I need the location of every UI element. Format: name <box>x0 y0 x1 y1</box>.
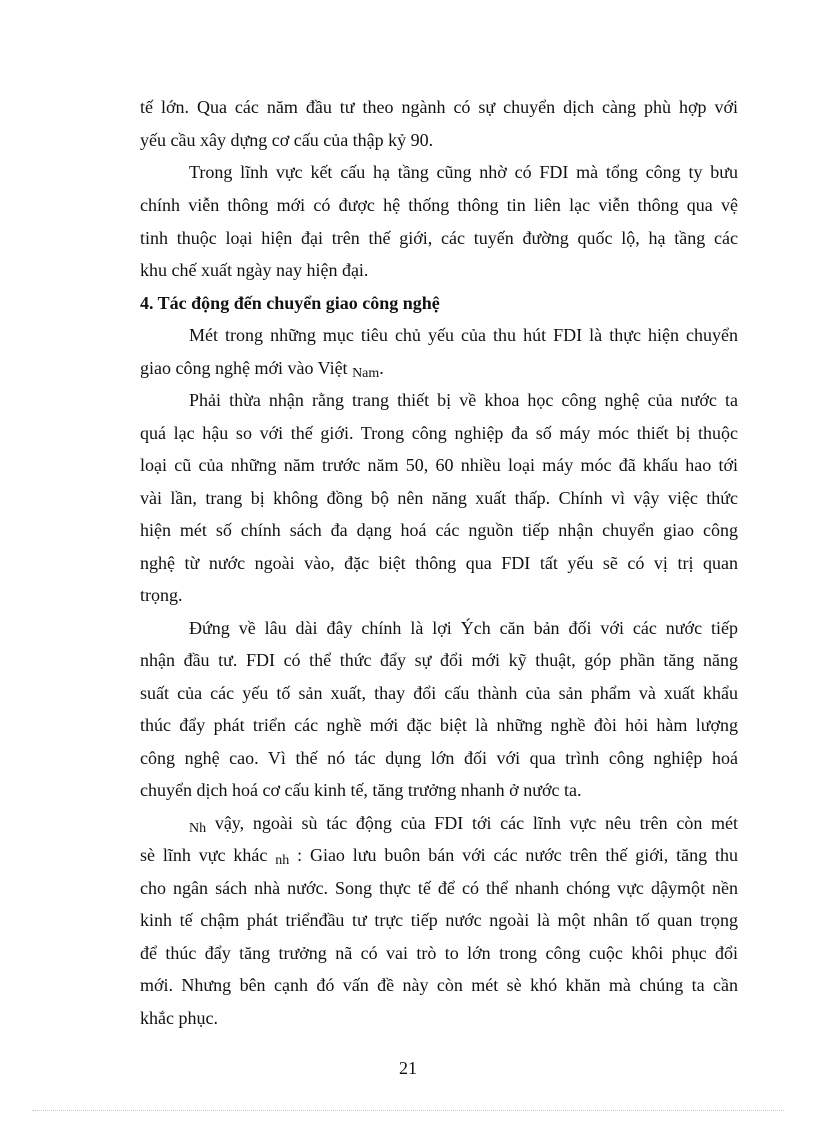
body-line: mới. Nhưng bên cạnh đó vấn đề này còn mét sè khó khăn mà chúng ta cần <box>140 975 738 995</box>
paragraph-start-line: Trong lĩnh vực kết cấu hạ tầng cũng nhờ có FDI mà tổng công ty bưu <box>189 162 738 182</box>
paragraph-start-line <box>189 812 738 837</box>
body-line: thúc đẩy phát triển các nghề mới đặc biệt là những nghề đòi hỏi hàm lượng <box>140 715 738 735</box>
line-text-subscript: nh <box>275 853 290 868</box>
line-text: : Giao lưu buôn bán với các nước trên thế giới, tăng thu <box>289 845 738 865</box>
line-text-subscript: Nam <box>352 366 380 381</box>
line-text: . <box>379 358 384 378</box>
page-number: 21 <box>399 1058 417 1078</box>
page-bottom-divider <box>32 1110 784 1111</box>
body-line: nghệ từ nước ngoài vào, đặc biệt thông qua FDI tất yếu sẽ có vị trị quan <box>140 553 738 573</box>
body-line: suất của các yếu tố sản xuất, thay đổi cấu thành của sản phẩm và xuất khẩu <box>140 683 738 703</box>
body-line: kinh tế chậm phát triểnđầu tư trực tiếp nước ngoài là một nhân tố quan trọng <box>140 910 738 930</box>
body-line: loại cũ của những năm trước năm 50, 60 nhiều loại máy móc đã khấu hao tới <box>140 455 738 475</box>
body-line: tế lớn. Qua các năm đầu tư theo ngành có sự chuyển dịch càng phù hợp với <box>140 97 738 117</box>
paragraph-start-line: Đứng về lâu dài đây chính là lợi Ých căn bản đối với các nước tiếp <box>189 618 738 638</box>
paragraph-start-line: Mét trong những mục tiêu chủ yếu của thu hút FDI là thực hiện chuyển <box>189 325 738 345</box>
body-line: nhận đầu tư. FDI có thể thức đẩy sự đổi mới kỹ thuật, góp phần tăng năng <box>140 650 738 670</box>
body-line: quá lạc hậu so với thế giới. Trong công nghiệp đa số máy móc thiết bị thuộc <box>140 423 738 443</box>
body-line: để thúc đẩy tăng trưởng nã có vai trò to lớn trong công cuộc khôi phục đổi <box>140 943 738 963</box>
body-line <box>140 357 738 382</box>
body-line: khu chế xuất ngày nay hiện đại. <box>140 260 369 280</box>
body-line <box>140 844 738 869</box>
paragraph-start-line: Phải thừa nhận rằng trang thiết bị về khoa học công nghệ của nước ta <box>189 390 738 410</box>
body-line: trọng. <box>140 585 183 605</box>
body-line: hiện mét số chính sách đa dạng hoá các nguồn tiếp nhận chuyển giao công <box>140 520 738 540</box>
line-text: vậy, ngoài sù tác động của FDI tới các lĩnh vực nêu trên còn mét <box>206 813 738 833</box>
body-line: chính viễn thông mới có được hệ thống thông tin liên lạc viễn thông qua vệ <box>140 195 738 215</box>
line-text: sè lĩnh vực khác <box>140 845 276 865</box>
body-line: công nghệ cao. Vì thế nó tác dụng lớn đối với qua trình công nghiệp hoá <box>140 748 738 768</box>
body-line: chuyển dịch hoá cơ cấu kinh tế, tăng trưởng nhanh ở nước ta. <box>140 780 582 800</box>
line-text: giao công nghệ mới vào Việt <box>140 358 353 378</box>
body-line: khắc phục. <box>140 1008 218 1028</box>
body-line: tinh thuộc loại hiện đại trên thế giới, các tuyến đường quốc lộ, hạ tầng các <box>140 228 738 248</box>
line-text-subscript: Nh <box>189 821 207 836</box>
body-line: vài lần, trang bị không đồng bộ nên năng xuất thấp. Chính vì vậy việc thức <box>140 488 738 508</box>
section-heading: 4. Tác động đến chuyển giao công nghệ <box>140 293 440 313</box>
body-line: cho ngân sách nhà nước. Song thực tế để có thể nhanh chóng vực dậymột nền <box>140 878 738 898</box>
body-line: yếu cầu xây dựng cơ cấu của thập kỷ 90. <box>140 130 434 150</box>
